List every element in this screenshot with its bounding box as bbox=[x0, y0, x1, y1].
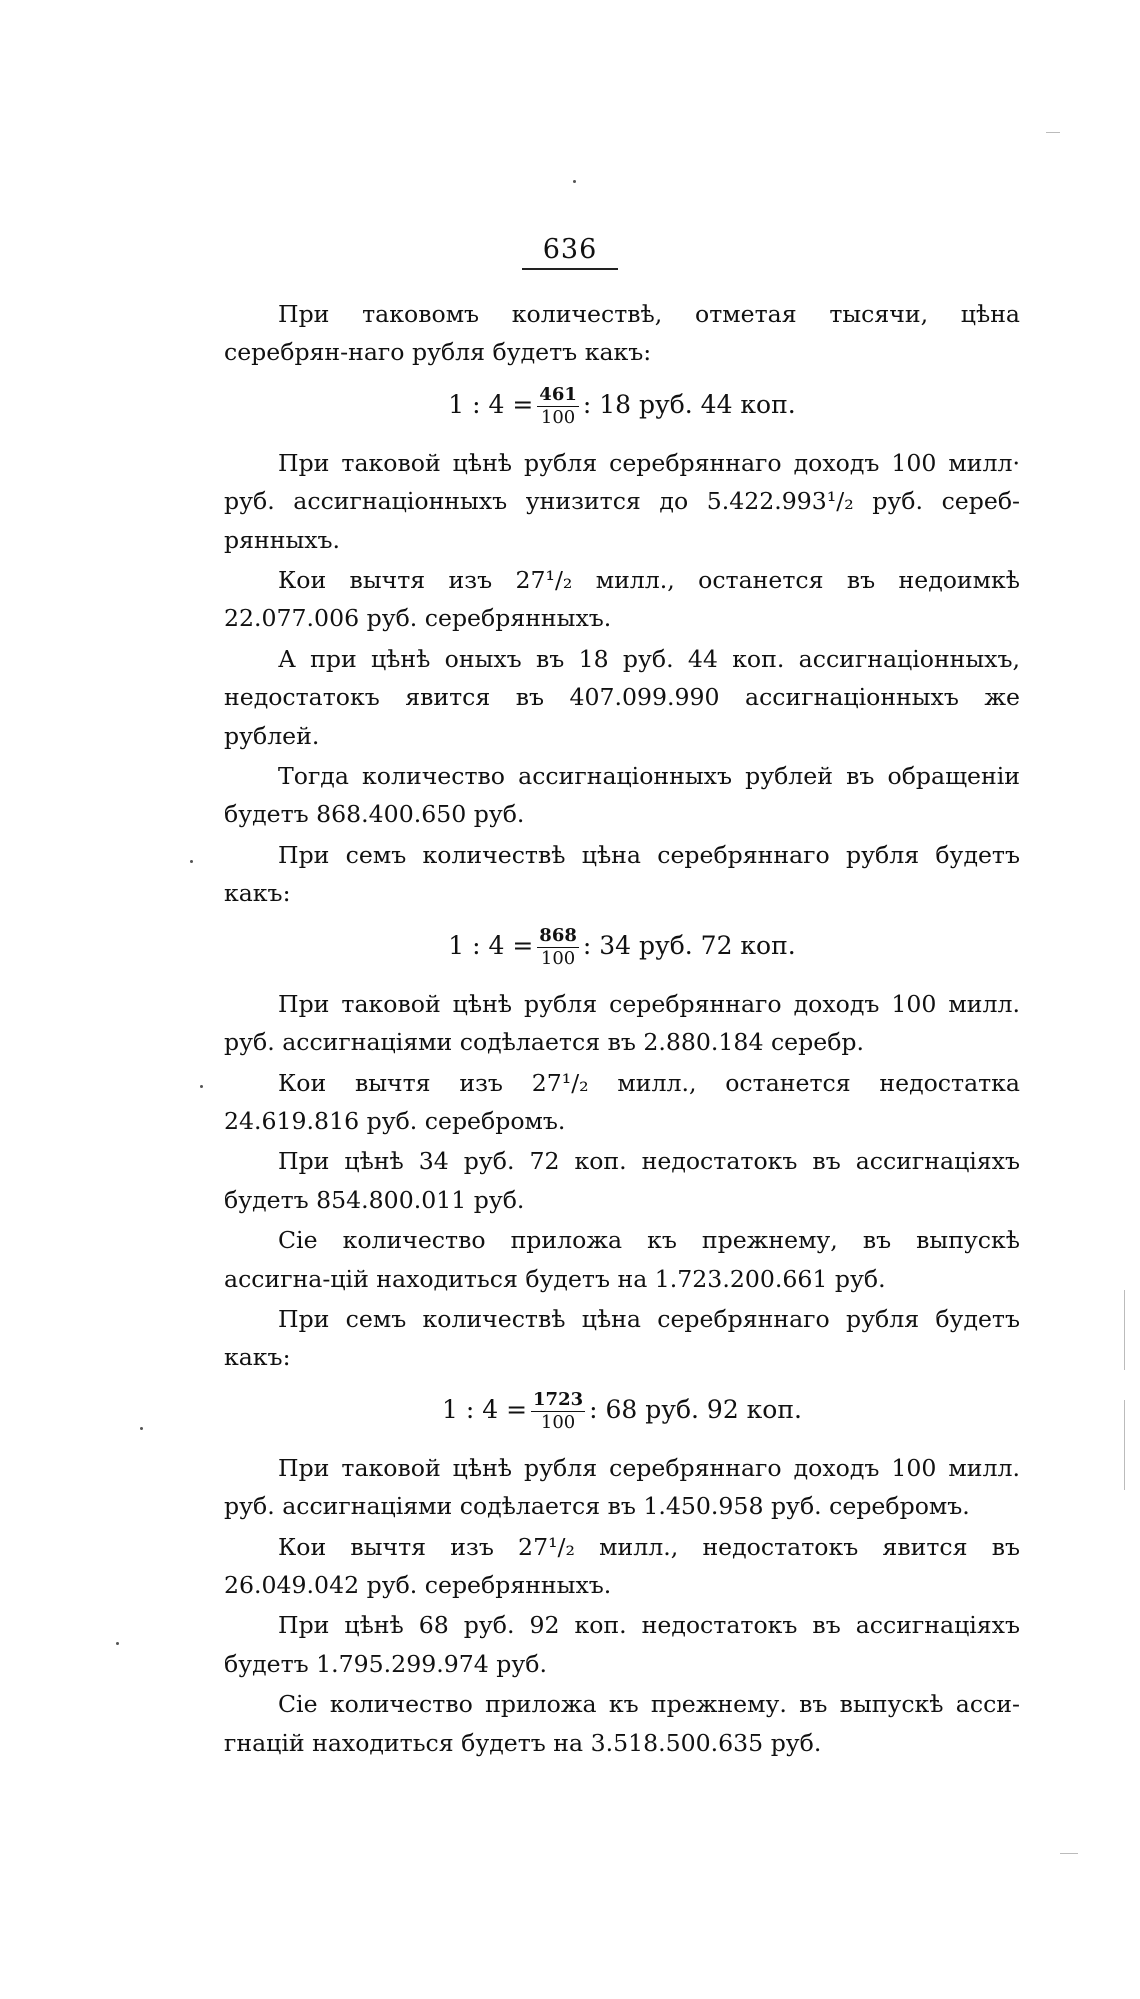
paragraph: При цѣнѣ 68 руб. 92 коп. недостатокъ въ ассигнаціяхъ будетъ 1.795.299.974 руб. bbox=[224, 1611, 1020, 1678]
equation-fraction bbox=[537, 925, 579, 970]
equation-right: : 34 руб. 72 коп. bbox=[582, 930, 796, 960]
page-number: 636 bbox=[542, 234, 598, 265]
page-body bbox=[224, 295, 1020, 1764]
equation-fraction bbox=[531, 1389, 585, 1434]
paragraph: Кои вычтя изъ 27¹/₂ милл., останется въ недоимкѣ 22.077.006 руб. серебрянныхъ. bbox=[224, 566, 1020, 633]
scan-speck bbox=[190, 860, 193, 863]
equation bbox=[224, 380, 1020, 430]
paragraph: При семъ количествѣ цѣна серебряннаго рубля будетъ какъ: bbox=[224, 840, 1020, 908]
page-number-rule bbox=[522, 268, 618, 270]
equation bbox=[224, 921, 1020, 971]
equation bbox=[224, 1385, 1020, 1435]
paragraph: При семъ количествѣ цѣна серебряннаго рубля будетъ какъ: bbox=[224, 1304, 1020, 1372]
fraction-numerator: 868 bbox=[539, 924, 577, 946]
equation-left: 1 : 4 = bbox=[448, 389, 534, 419]
scan-speck bbox=[116, 1642, 119, 1645]
equation-left: 1 : 4 = bbox=[448, 930, 534, 960]
paragraph: А при цѣнѣ оныхъ въ 18 руб. 44 коп. ассигнаціонныхъ, недостатокъ явится въ 407.099.990 ассигнаціонныхъ же рублей. bbox=[224, 644, 1020, 750]
paragraph: Кои вычтя изъ 27¹/₂ милл., недостатокъ явится въ 26.049.042 руб. серебрянныхъ. bbox=[224, 1532, 1020, 1599]
fraction-denominator: 100 bbox=[540, 406, 576, 428]
paragraph: При таковой цѣнѣ рубля серебряннаго доходъ 100 милл. руб. ассигнаціями содѣлается въ 2.880.184 серебр. bbox=[224, 989, 1020, 1057]
paragraph: При цѣнѣ 34 руб. 72 коп. недостатокъ въ ассигнаціяхъ будетъ 854.800.011 руб. bbox=[224, 1147, 1020, 1214]
equation-right: : 68 руб. 92 коп. bbox=[589, 1394, 802, 1424]
equation-left: 1 : 4 = bbox=[442, 1394, 528, 1424]
fraction-numerator: 1723 bbox=[533, 1388, 584, 1410]
scan-edge-line bbox=[1060, 1853, 1078, 1854]
fraction-numerator: 461 bbox=[539, 383, 577, 405]
fraction-denominator: 100 bbox=[540, 1411, 576, 1433]
paragraph: При таковомъ количествѣ, отметая тысячи, цѣна серебрян-наго рубля будетъ какъ: bbox=[224, 300, 1020, 367]
scan-edge-line bbox=[1046, 132, 1060, 133]
scan-speck bbox=[573, 180, 576, 183]
paragraph: Сіе количество приложа къ прежнему. въ выпускѣ асси-гнацій находиться будетъ на 3.518.500.635 руб. bbox=[224, 1690, 1020, 1757]
scan-speck bbox=[140, 1427, 143, 1430]
equation-right: : 18 руб. 44 коп. bbox=[582, 389, 796, 419]
paragraph: При таковой цѣнѣ рубля серебряннаго доходъ 100 милл. руб. ассигнаціями содѣлается въ 1.450.958 руб. серебромъ. bbox=[224, 1453, 1020, 1521]
scan-edge-line bbox=[1124, 1400, 1125, 1490]
fraction-denominator: 100 bbox=[540, 947, 576, 969]
scan-speck bbox=[200, 1085, 203, 1088]
paragraph: При таковой цѣнѣ рубля серебряннаго доходъ 100 милл· руб. ассигнаціонныхъ унизится до 5.422.993¹/₂ руб. сереб-рянныхъ. bbox=[224, 448, 1020, 554]
equation-fraction bbox=[537, 384, 579, 429]
paragraph: Кои вычтя изъ 27¹/₂ милл., останется недостатка 24.619.816 руб. серебромъ. bbox=[224, 1068, 1020, 1135]
paragraph: Сіе количество приложа къ прежнему, въ выпускѣ ассигна-цій находиться будетъ на 1.723.200.661 руб. bbox=[224, 1226, 1020, 1293]
paragraph: Тогда количество ассигнаціонныхъ рублей въ обращеніи будетъ 868.400.650 руб. bbox=[224, 762, 1020, 829]
scan-edge-line bbox=[1124, 1290, 1125, 1370]
